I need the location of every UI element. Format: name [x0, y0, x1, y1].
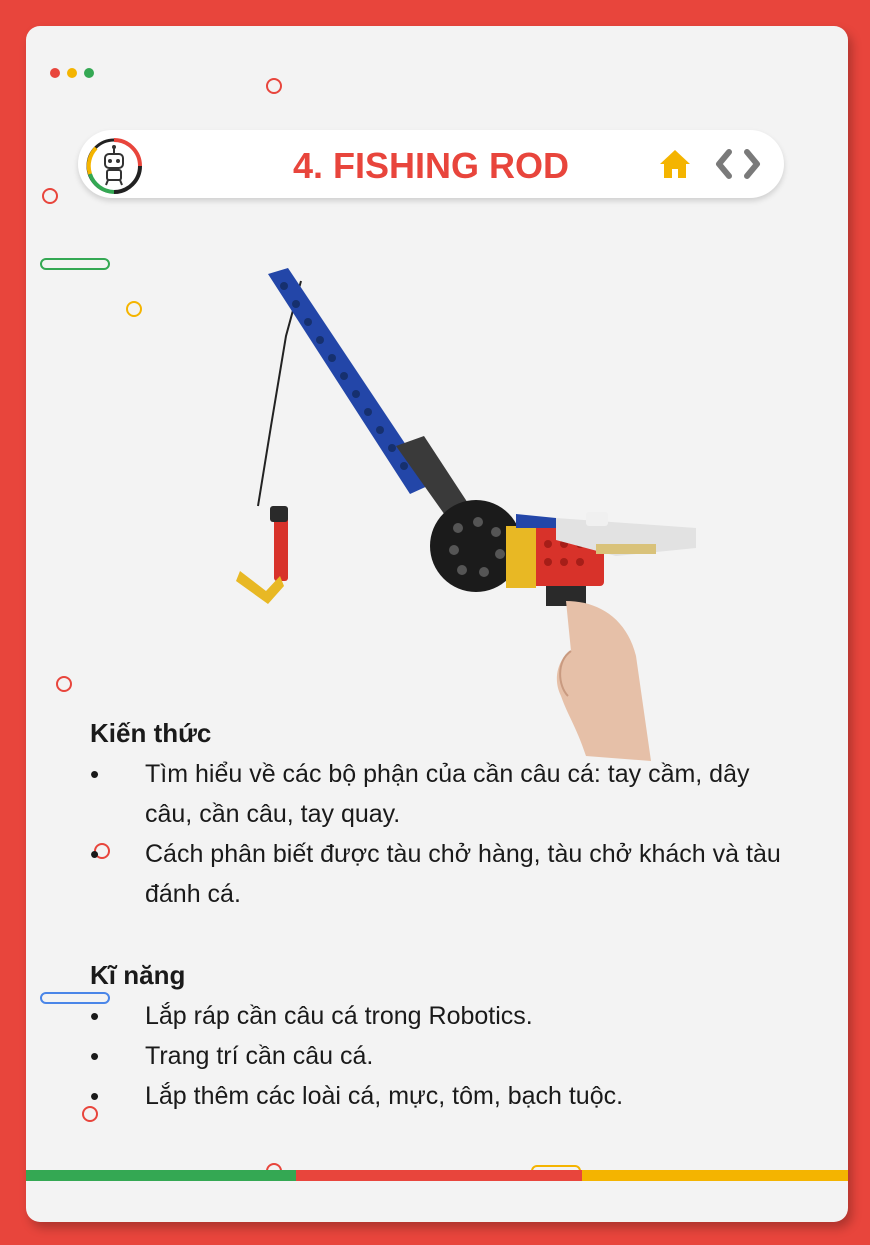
bullet-list [90, 754, 790, 914]
section-skills [90, 958, 790, 1116]
list-item: • Tìm hiểu về các bộ phận của cần câu cá: tay cầm, dây câu, cần câu, tay quay. [90, 754, 790, 834]
decor-ring [126, 301, 142, 317]
section-title: Kĩ năng [90, 960, 186, 990]
list-item: • Lắp thêm các loài cá, mực, tôm, bạch tuộc. [90, 1076, 790, 1116]
section-title: Kiến thức [90, 718, 212, 748]
decor-pill [40, 258, 110, 270]
list-item: • Trang trí cần câu cá. [90, 1036, 790, 1076]
header-bar [78, 130, 784, 198]
footer-color-bar [26, 1170, 848, 1181]
decor-ring [56, 676, 72, 692]
list-item: • Lắp ráp cần câu cá trong Robotics. [90, 996, 790, 1036]
section-knowledge [90, 716, 790, 914]
chevron-right-icon[interactable] [742, 148, 764, 180]
list-item: • Cách phân biết được tàu chở hàng, tàu chở khách và tàu đánh cá. [90, 834, 790, 914]
bullet-list [90, 996, 790, 1116]
fishing-rod-photo [196, 256, 716, 776]
green-dot [84, 68, 94, 78]
footer-red-segment [296, 1170, 582, 1181]
chevron-left-icon[interactable] [712, 148, 734, 180]
decor-ring [266, 78, 282, 94]
page-title: 4. FISHING ROD [292, 145, 570, 186]
window-dots [50, 68, 94, 78]
footer-yellow-segment [582, 1170, 848, 1181]
home-icon[interactable] [658, 148, 692, 180]
page-card [26, 26, 848, 1222]
red-dot [50, 68, 60, 78]
footer-green-segment [26, 1170, 296, 1181]
decor-ring [42, 188, 58, 204]
yellow-dot [67, 68, 77, 78]
